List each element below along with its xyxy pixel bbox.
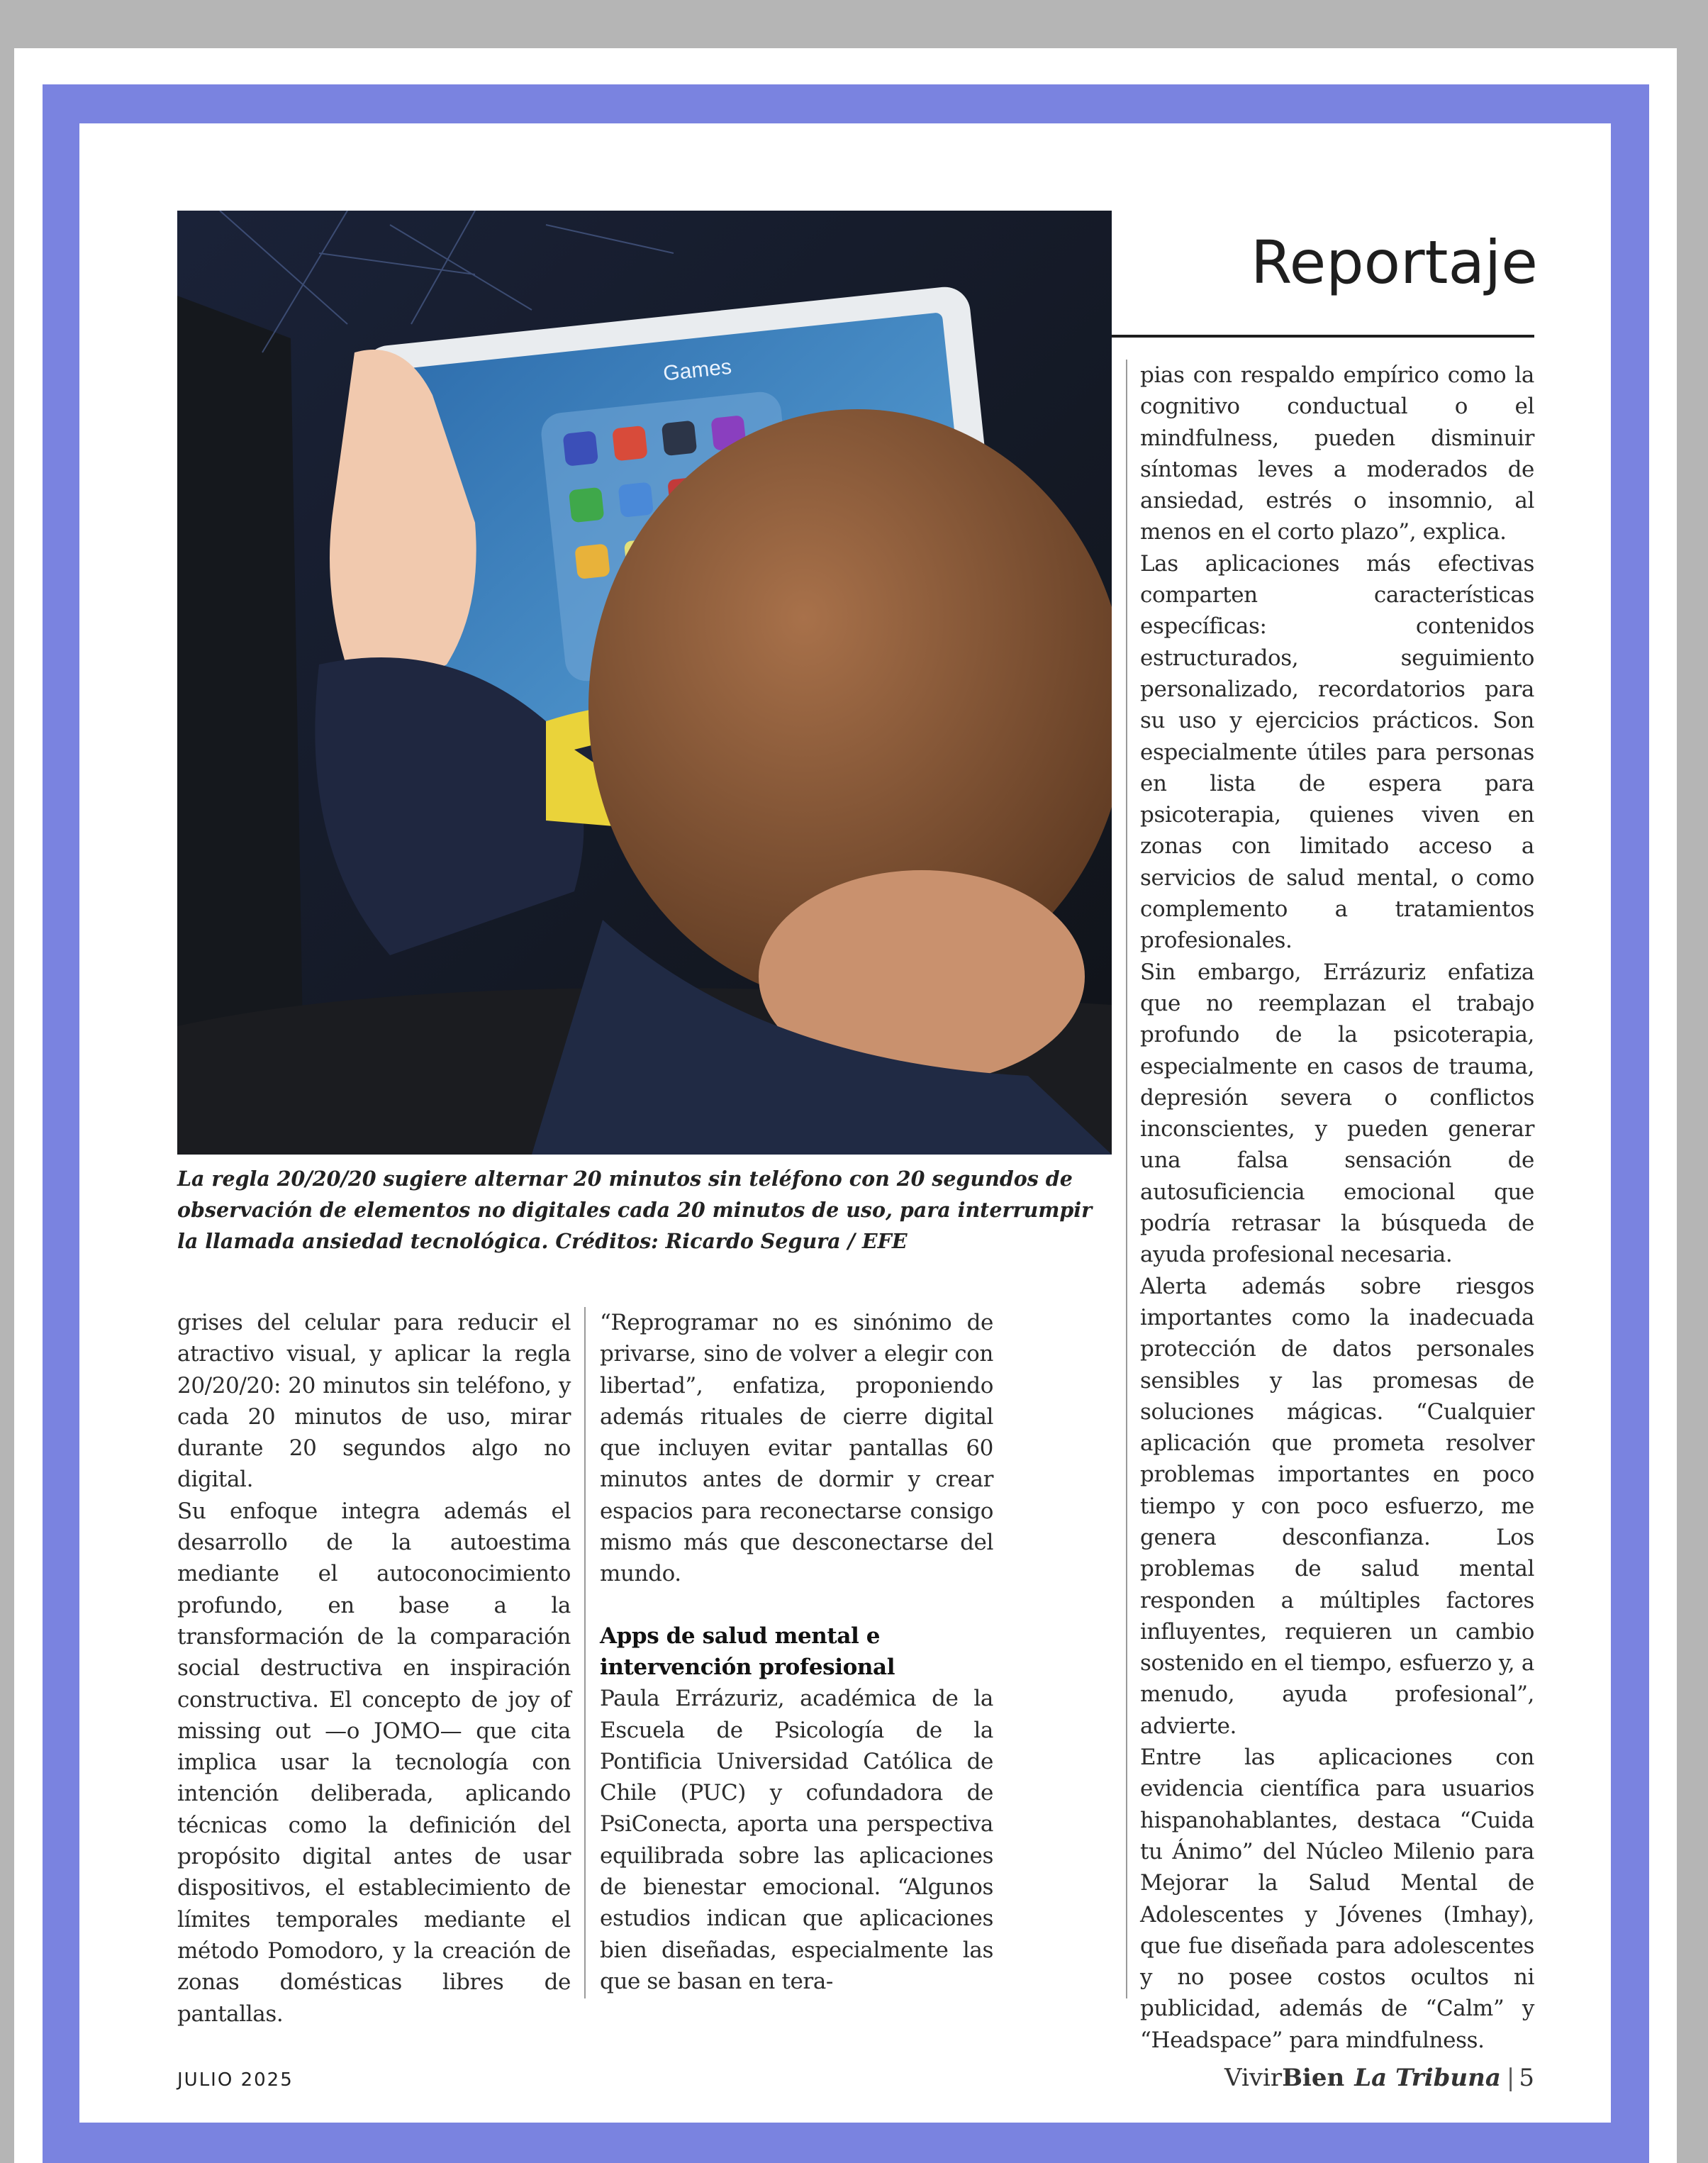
title-divider: [1112, 335, 1534, 338]
article-photo: [177, 211, 1112, 1155]
issue-date: JULIO 2025: [177, 2069, 294, 2091]
article-column-1: [177, 1307, 571, 2030]
photo-caption: La regla 20/20/20 sugiere alternar 20 minutos sin teléfono con 20 segundos de observación de elementos no digitales cada 20 minutos de uso, para interrumpir la llamada ansiedad tecnológica. Créditos: Ricardo Segura / EFE: [177, 1167, 1093, 1253]
footer-branding: [1224, 2060, 1534, 2096]
photo-child-with-tablet-icon: [177, 211, 1112, 1155]
paragraph: Sin embargo, Errázuriz enfatiza que no reemplazan el trabajo profundo de la psicoterapia, especialmente en casos de trauma, depresión severa o conflictos inconscientes, y pueden generar una falsa sensación de autosuficiencia emocional que podría retrasar la búsqueda de ayuda profesional necesaria.: [1140, 959, 1534, 1268]
paragraph: Entre las aplicaciones con evidencia científica para usuarios hispanohablantes, destaca “Cuida tu Ánimo” del Núcleo Milenio para Mejorar la Salud Mental de Adolescentes y Jóvenes (Imhay), que fue diseñada para adolescentes y no posee costos ocultos ni publicidad, además de “Calm” y “Headspace” para mindfulness.: [1140, 1745, 1534, 2053]
paragraph: grises del celular para reducir el atractivo visual, y aplicar la regla 20/20/20: 20 minutos sin teléfono, y cada 20 minutos de uso, mirar durante 20 segundos algo no digital.: [177, 1310, 571, 1493]
section-title: Reportaje: [1251, 228, 1538, 297]
article-column-3: [1140, 360, 1534, 2056]
article-column-2: [600, 1307, 993, 1997]
column-divider: [1126, 360, 1127, 1998]
brand-name-regular: Vivir: [1224, 2064, 1283, 2092]
column-divider: [584, 1307, 586, 1998]
paragraph: Las aplicaciones más efectivas comparten características específicas: contenidos estructurados, seguimiento personalizado, recordatorios para su uso y ejercicios prácticos. Son especialmente útiles para personas en lista de espera para psicoterapia, quienes viven en zonas con limitado acceso a servicios de salud mental, o como complemento a tratamientos profesionales.: [1140, 550, 1534, 954]
paragraph: Su enfoque integra además el desarrollo de la autoestima mediante el autoconocimiento profundo, en base a la transformación de la comparación social destructiva en inspiración constructiva. El concepto de joy of missing out —o JOMO— que cita implica usar la tecnología con intención deliberada, aplicando técnicas como la definición del propósito digital antes de usar dispositivos, el establecimiento de límites temporales mediante el método Pomodoro, y la creación de zonas domésticas libres de pantallas.: [177, 1498, 571, 2027]
newspaper-name: La Tribuna: [1354, 2064, 1501, 2092]
svg-text:Games: Games: [662, 355, 733, 386]
paragraph: Paula Errázuriz, académica de la Escuela de Psicología de la Pontificia Universidad Católica de Chile (PUC) y cofundadora de PsiConecta, aporta una perspectiva equilibrada sobre las aplicaciones de bienestar emocional. “Algunos estudios indican que aplicaciones bien diseñadas, especialmente las que se basan en tera-: [600, 1686, 993, 1994]
paragraph: Alerta además sobre riesgos importantes como la inadecuada protección de datos personales sensibles y las promesas de soluciones mágicas. “Cualquier aplicación que prometa resolver problemas importantes en poco tiempo y con poco esfuerzo, me genera desconfianza. Los problemas de salud mental responden a múltiples factores influyentes, requieren un cambio sostenido en el tiempo, esfuerzo y, a menudo, ayuda profesional”, advierte.: [1140, 1273, 1534, 1739]
paragraph: pias con respaldo empírico como la cognitivo conductual o el mindfulness, pueden disminuir síntomas leves a moderados de ansiedad, estrés o insomnio, al menos en el corto plazo”, explica.: [1140, 362, 1534, 545]
page-number: 5: [1519, 2064, 1534, 2092]
footer-separator: |: [1506, 2064, 1515, 2092]
subheading: Apps de salud mental e intervención profesional: [600, 1623, 895, 1680]
paragraph: “Reprogramar no es sinónimo de privarse, sino de volver a elegir con libertad”, enfatiza, proponiendo además rituales de cierre digital que incluyen evitar pantallas 60 minutos antes de dormir y crear espacios para reconectarse consigo mismo más que desconectarse del mundo.: [600, 1310, 993, 1587]
brand-name-bold: Bien: [1282, 2064, 1345, 2092]
